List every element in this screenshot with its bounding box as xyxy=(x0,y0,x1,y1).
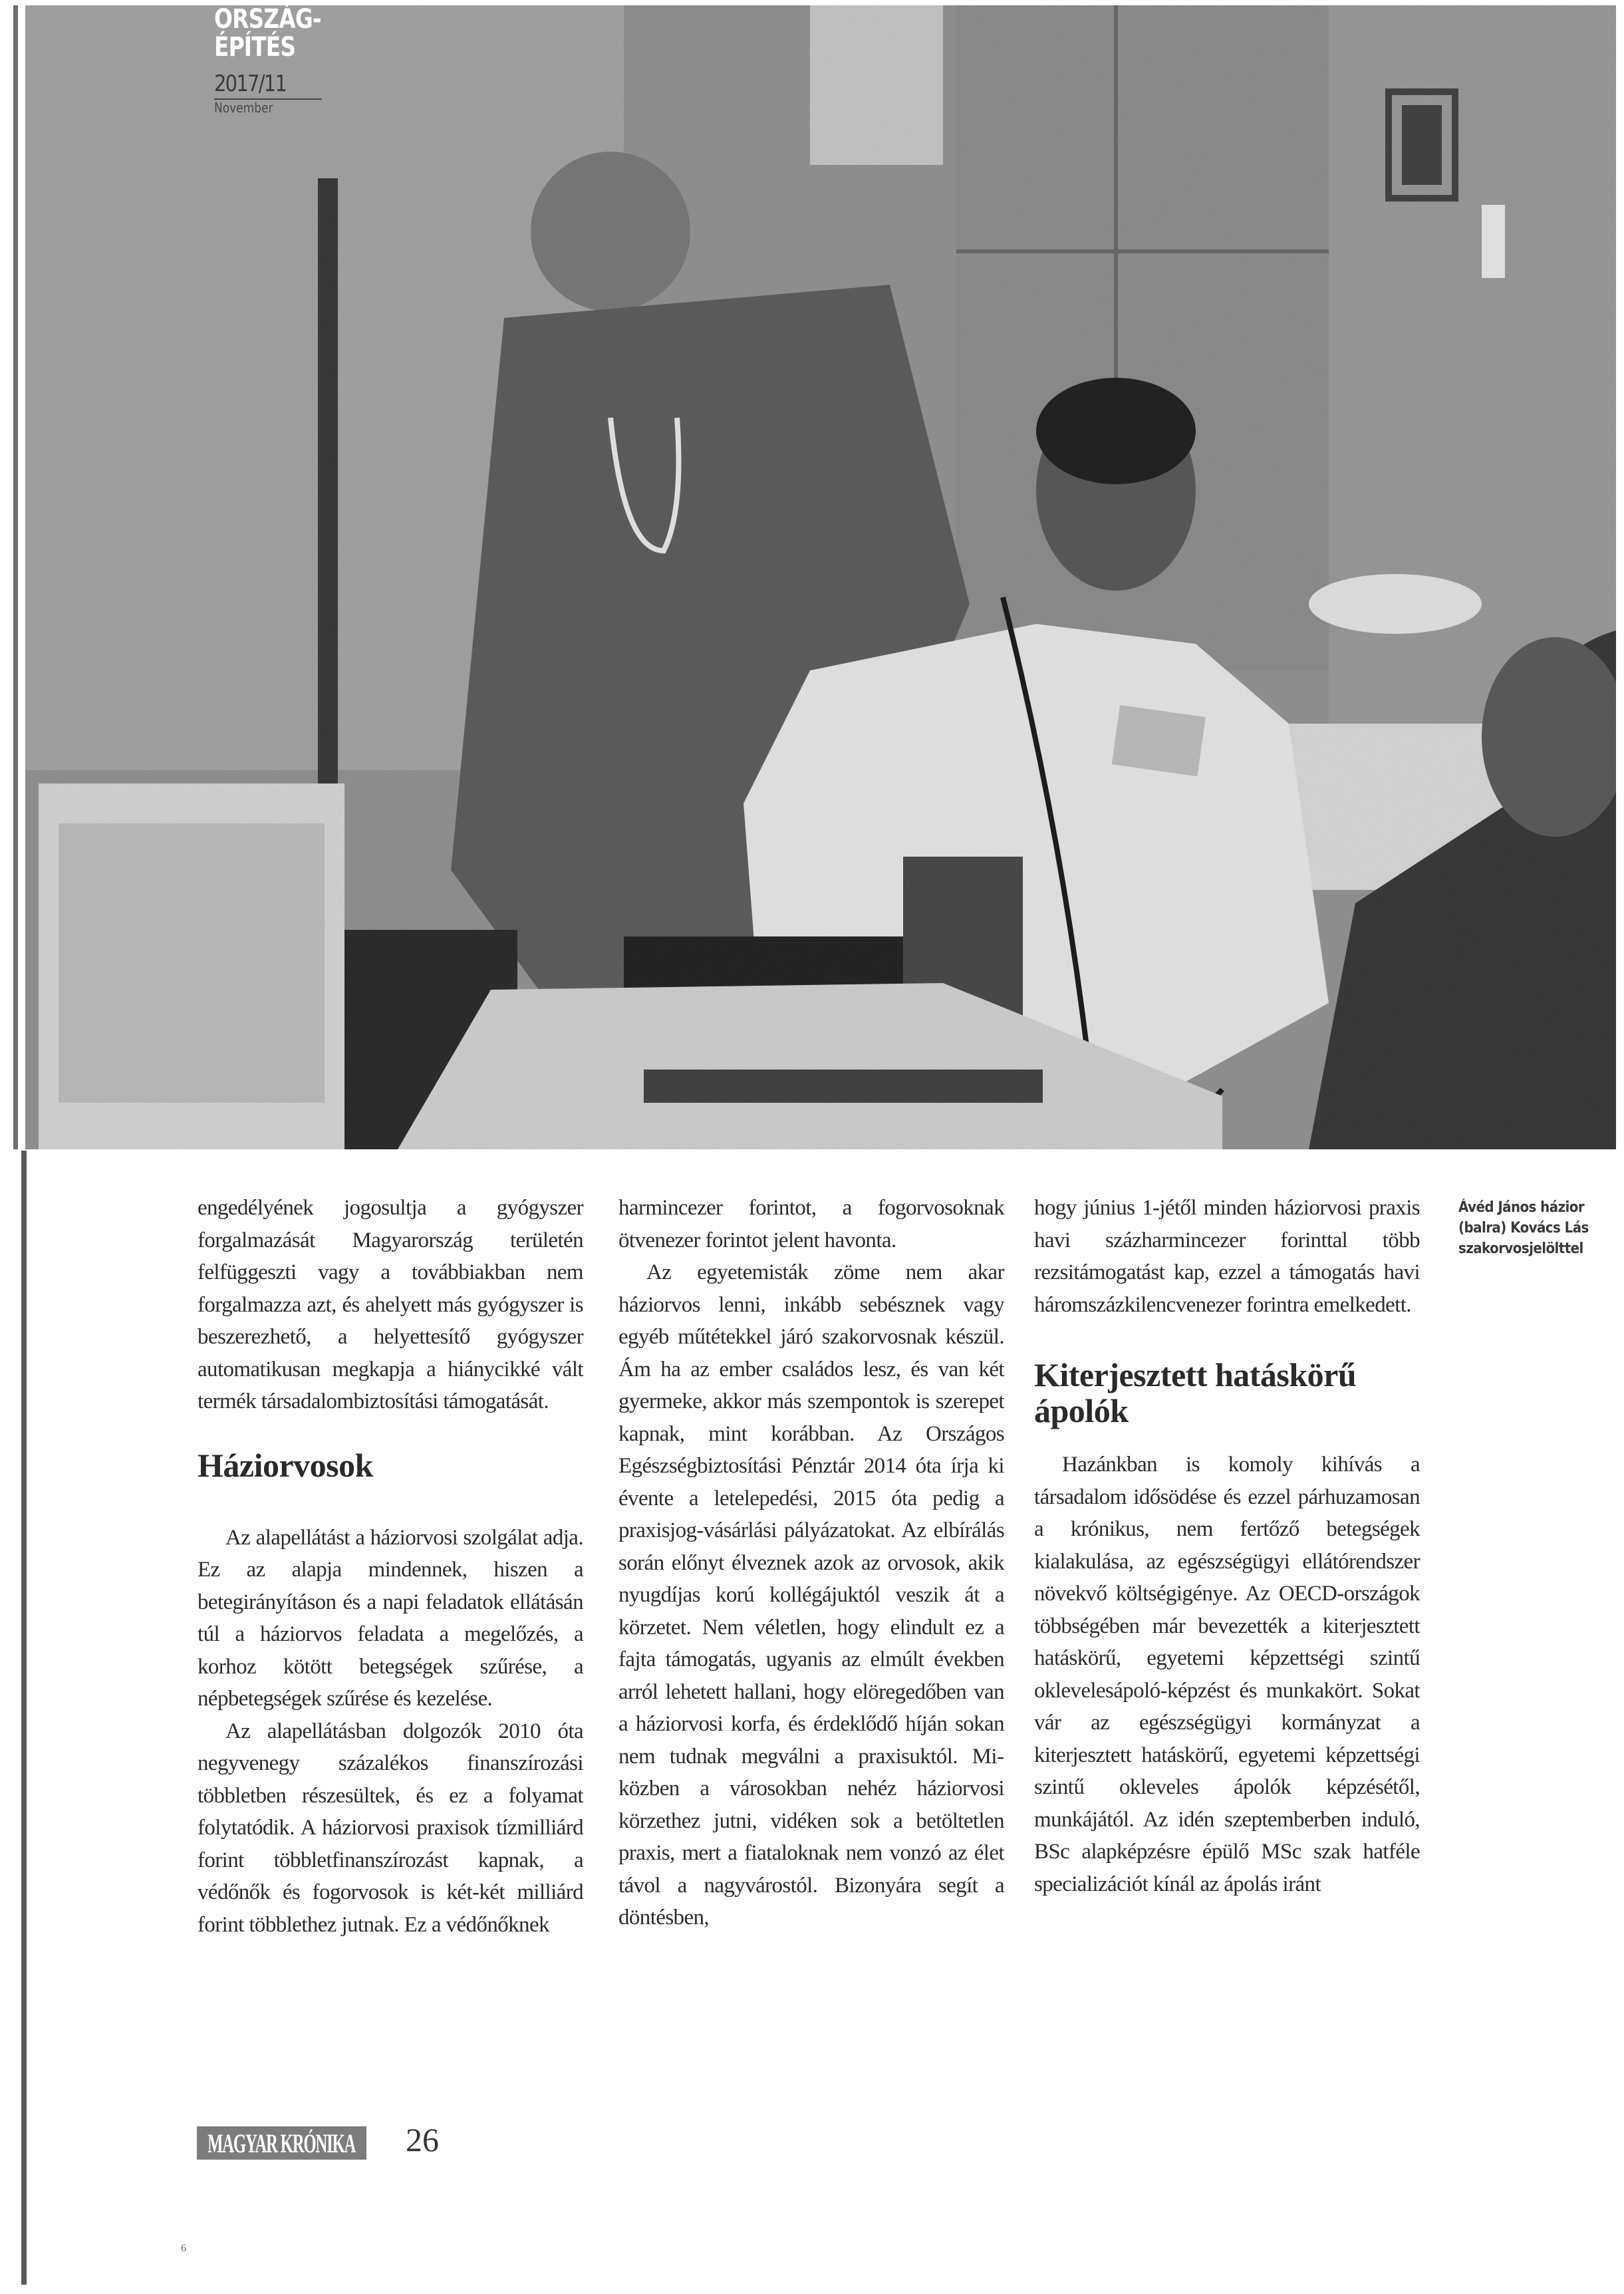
caption-line: (balra) Kovács Lás xyxy=(1458,1220,1589,1236)
masthead-issue: 2017/11 xyxy=(214,71,322,100)
caption-line: Ávéd János házior xyxy=(1458,1199,1585,1216)
page-number: 26 xyxy=(406,2121,439,2158)
masthead-month: November xyxy=(214,100,273,116)
masthead-title-line2: ÉPÍTÉS xyxy=(214,32,296,63)
scan-edge-bar xyxy=(21,1151,27,2285)
paragraph: Hazánkban is komoly kihívás a társadalom idősödése és ezzel párhuzamosan a krónikus, nem fertőző betegségek kialakulása, az egészségügyi ellátórendszer növekvő költségigénye. Az OECD-országok többségében már bevezették a kiterjesztett hatáskörű, egyetemi képzettségi szintű oklevelesápoló-képzést és munkakört. Sokat vár az egészségügyi kormányzat a kiterjesztett hatáskörű, egyetemi képzettségi szintű okleveles ápolók képzésétől, munkájától. Az idén szeptemberben induló, BSc alapképzésre épülő MSc szak hatféle specializációt kínál az ápolás iránt xyxy=(1034,1453,1420,1896)
article-column-1 xyxy=(198,1192,583,1941)
paragraph: engedélyének jogosultja a gyógyszer forgalmazását Magyarország területén felfüggeszti vagy a továbbiakban nem forgalmazza azt, és ahelyett más gyógyszer is beszerezhető, a helyettesítő gyógyszer automatikusan megkapja a hiánycikké vált termék társadalombiztosítási támogatását. xyxy=(198,1196,583,1413)
masthead xyxy=(214,5,321,116)
caption-line: szakorvosjelölttel xyxy=(1458,1240,1583,1257)
paragraph: Az alapellátásban dolgozók 2010 óta negyvenegy százalékos finanszírozási többletben részesültek, és ez a folyamat folytatódik. A háziorvosi praxisok tízmilliárd forint többletfinanszírozást kapnak, a védőnők és fogorvosok is két-két milliárd forint többlethez jutnak. Ez a védőnőknek xyxy=(198,1719,583,1937)
paragraph: Az egyetemisták zöme nem akar háziorvos lenni, inkább sebésznek vagy egyéb műtétekkel járó szakorvosnak készül. Ám ha az ember családos lesz, és van két gyermeke, akkor más szempontok is szerepet kapnak, mint korábban. Az Országos Egészségbiztosítási Pénztár 2014 óta írja ki évente a letelepedési, 2015 óta pedig a praxisjog-vásárlási pályázatokat. Az elbírálás során előnyt élveznek azok az orvosok, akik nyugdíjas korú kollégájuktól veszik át a körzetet. Nem véletlen, hogy elindult ez a fajta támogatás, ugyanis az elmúlt években arról lehetett hallani, hogy elöregedőben van a háziorvosi korfa, és érdeklődő híján sokan nem tudnak megválni a praxisuktól. Miközben a városokban nehéz háziorvosi körzethez jutni, vidéken sok a betöltetlen praxis, mert a fiataloknak nem vonzó az élet távol a nagyvárostól. Bizonyára segít a döntésben, xyxy=(618,1260,1004,1930)
publication-logo xyxy=(197,2126,366,2160)
name-tag xyxy=(1112,705,1206,776)
photo-illustration xyxy=(25,5,1616,1149)
paragraph: hogy június 1-jétől minden háziorvosi praxis havi százharmincezer forinttal több rezsitámogatást kap, ezzel a támogatás havi háromszázkilencvenezer forintra emelkedett. xyxy=(1034,1196,1420,1317)
scan-mark: 6 xyxy=(181,2243,186,2254)
older-doctor-head xyxy=(531,152,690,311)
article-photo xyxy=(25,5,1616,1149)
scan-edge-strip xyxy=(13,5,18,1149)
article-column-2 xyxy=(618,1192,1004,1934)
section-heading-haziorvosok: Háziorvosok xyxy=(198,1446,373,1484)
article-column-3 xyxy=(1034,1192,1420,1900)
paragraph: Az alapellátást a háziorvosi szolgálat adja. Ez az alapja mindennek, hiszen a betegirányításon és a napi feladatok ellátásán túl a háziorvos feladata a megelőzés, a korhoz kötött betegségek szűrése, a népbetegségek szűrése és kezelése. xyxy=(198,1525,583,1711)
publication-name: MAGYAR KRÓNIKA xyxy=(207,2128,356,2158)
photo-caption xyxy=(1458,1197,1614,1259)
sink xyxy=(1309,574,1482,634)
masthead-title-line1: ORSZÁG- xyxy=(214,4,321,35)
paragraph: harmincezer forintot, a fogorvosoknak ötvenezer forintot jelent havonta. xyxy=(618,1196,1004,1252)
section-heading-kiterjesztett: Kiterjesztett hatáskörű ápolók xyxy=(1034,1356,1357,1429)
